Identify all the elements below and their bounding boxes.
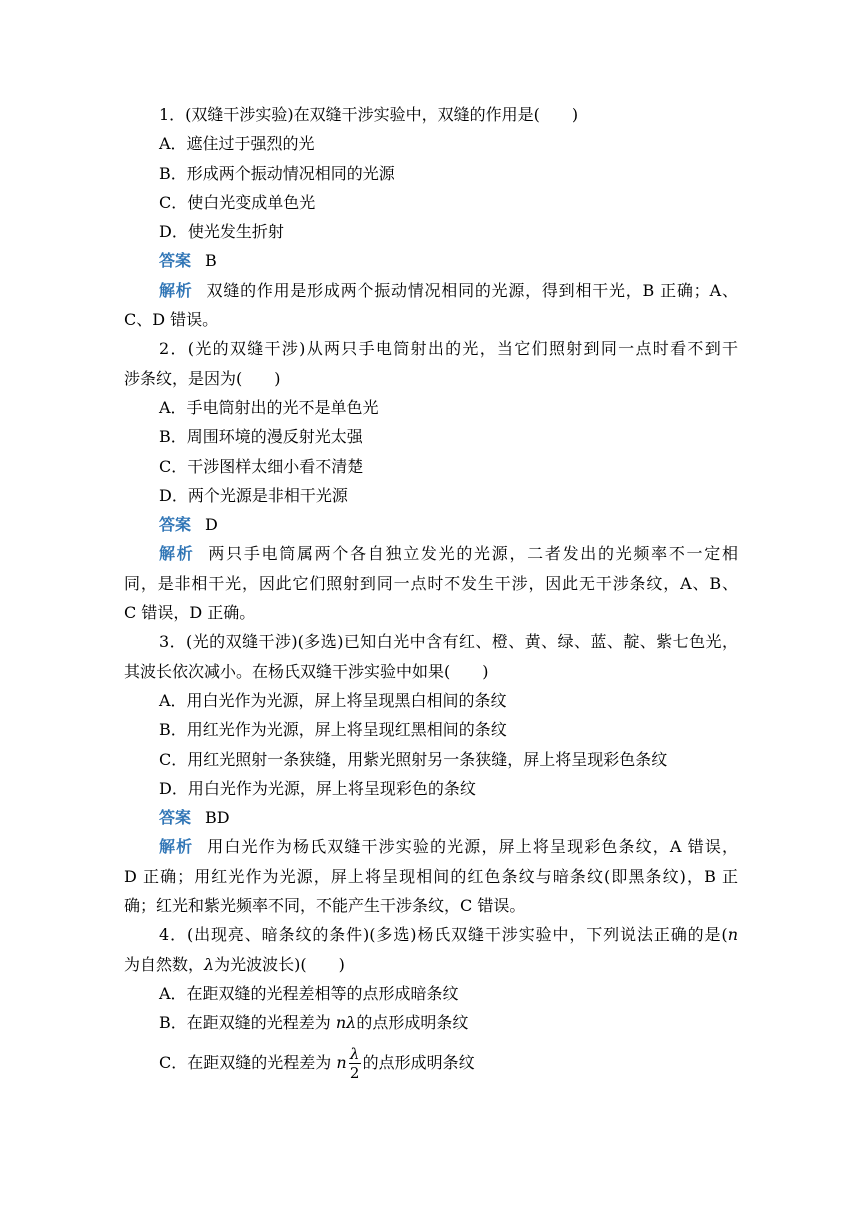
q4-stem-var-n: n bbox=[727, 925, 738, 945]
q1-option-c: C．使白光变成单色光 bbox=[159, 192, 316, 212]
q2-answer bbox=[124, 510, 738, 539]
q3-stem-line-2: 其波长依次减小。在杨氏双缝干涉实验中如果( ) bbox=[124, 661, 489, 681]
analysis-tag: 解析 bbox=[159, 544, 195, 564]
document-content bbox=[124, 100, 738, 1088]
q4-option-c-var-n: n bbox=[336, 1052, 347, 1072]
q3-answer bbox=[124, 803, 738, 832]
q1-answer-value: B bbox=[205, 251, 217, 271]
q3-option-b: B．用红光作为光源，屏上将呈现红黑相间的条纹 bbox=[159, 720, 507, 740]
q1-option-b: B．形成两个振动情况相同的光源 bbox=[159, 163, 395, 183]
fraction-numerator: λ bbox=[349, 1044, 360, 1063]
answer-tag: 答案 bbox=[159, 808, 192, 828]
q1-analysis-line-1 bbox=[124, 276, 738, 305]
q2-stem-line-2: 涉条纹，是因为( ) bbox=[124, 368, 281, 388]
q3-stem-line-1: 3．(光的双缝干涉)(多选)已知白光中含有红、橙、黄、绿、蓝、靛、紫七色光， bbox=[159, 632, 738, 652]
q2-option-c: C．干涉图样太细小看不清楚 bbox=[159, 456, 364, 476]
q4-stem-line-2 bbox=[124, 950, 738, 979]
q1-analysis-text-1: 双缝的作用是形成两个振动情况相同的光源，得到相干光，B 正确；A、 bbox=[206, 280, 738, 300]
lambda-over-two-fraction bbox=[349, 1046, 361, 1081]
q3-option-a: A．用白光作为光源，屏上将呈现黑白相间的条纹 bbox=[159, 690, 507, 710]
q4-stem-text-1: 4．(出现亮、暗条纹的条件)(多选)杨氏双缝干涉实验中，下列说法正确的是( bbox=[159, 925, 728, 945]
q3-analysis-line-2: D 正确；用红光作为光源，屏上将呈现相间的红色条纹与暗条纹(即黑条纹)，B 正 bbox=[124, 866, 738, 886]
q3-analysis-line-3: 确；红光和紫光频率不同，不能产生干涉条纹，C 错误。 bbox=[124, 896, 526, 916]
q2-analysis-line-3: C 错误，D 正确。 bbox=[124, 603, 256, 623]
fraction-denominator: 2 bbox=[349, 1063, 360, 1082]
q1-answer bbox=[124, 246, 738, 275]
q3-option-c: C．用红光照射一条狭缝，用紫光照射另一条狭缝，屏上将呈现彩色条纹 bbox=[159, 749, 668, 769]
q2-option-a: A．手电筒射出的光不是单色光 bbox=[159, 397, 379, 417]
q4-stem-line-1 bbox=[124, 920, 738, 949]
answer-tag: 答案 bbox=[159, 251, 192, 271]
q1-option-a: A．遮住过于强烈的光 bbox=[159, 134, 315, 154]
q2-option-b: B．周围环境的漫反射光太强 bbox=[159, 427, 363, 447]
q2-analysis-line-1 bbox=[124, 539, 738, 568]
q2-stem-line-1: 2．(光的双缝干涉)从两只手电筒射出的光，当它们照射到同一点时看不到干 bbox=[159, 339, 738, 359]
q4-option-c-suffix: 的点形成明条纹 bbox=[362, 1052, 475, 1072]
q3-answer-value: BD bbox=[205, 808, 230, 828]
q4-option-c-text: C．在距双缝的光程差为 bbox=[159, 1052, 337, 1072]
q4-option-b-suffix: 的点形成明条纹 bbox=[356, 1013, 469, 1033]
q3-option-d: D．用白光作为光源，屏上将呈现彩色的条纹 bbox=[159, 778, 476, 798]
q4-stem-text-2c: 为光波波长)( ) bbox=[214, 954, 345, 974]
q4-option-b-text: B．在距双缝的光程差为 bbox=[159, 1013, 336, 1033]
analysis-tag: 解析 bbox=[159, 280, 193, 300]
analysis-tag: 解析 bbox=[159, 837, 194, 857]
q2-option-d: D．两个光源是非相干光源 bbox=[159, 485, 348, 505]
q4-stem-text-2a: 为自然数， bbox=[124, 954, 205, 974]
q4-stem-var-lambda: λ bbox=[204, 954, 215, 974]
q2-analysis-line-2: 同，是非相干光，因此它们照射到同一点时不发生干涉，因此无干涉条纹，A、B、 bbox=[124, 573, 738, 593]
q4-option-a: A．在距双缝的光程差相等的点形成暗条纹 bbox=[159, 983, 459, 1003]
q1-stem: 1．(双缝干涉实验)在双缝干涉实验中，双缝的作用是( ) bbox=[159, 105, 579, 124]
q4-option-b-var: nλ bbox=[335, 1013, 357, 1033]
q2-answer-value: D bbox=[205, 515, 218, 535]
q4-option-c bbox=[124, 1038, 738, 1088]
q2-analysis-text-1: 两只手电筒属两个各自独立发光的光源，二者发出的光频率不一定相 bbox=[208, 544, 738, 564]
q3-analysis-line-1 bbox=[124, 832, 738, 861]
q1-option-d: D．使光发生折射 bbox=[159, 222, 284, 242]
q4-option-b bbox=[124, 1008, 738, 1037]
answer-tag: 答案 bbox=[159, 515, 192, 535]
q3-analysis-text-1: 用白光作为杨氏双缝干涉实验的光源，屏上将呈现彩色条纹，A 错误， bbox=[207, 837, 738, 857]
q1-analysis-line-2: C、D 错误。 bbox=[124, 310, 219, 330]
